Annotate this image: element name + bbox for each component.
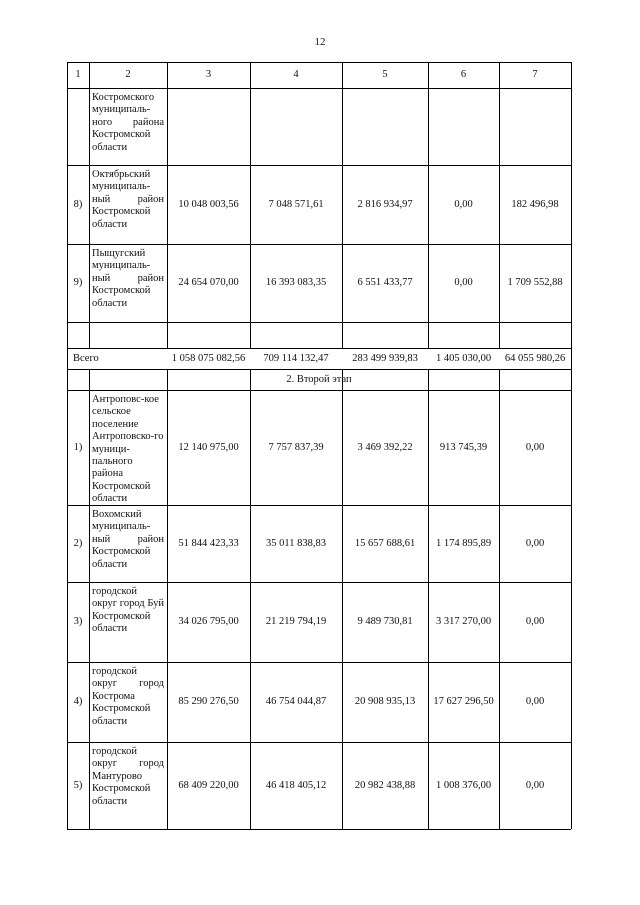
row-number: 3) bbox=[73, 616, 83, 627]
column-divider bbox=[250, 369, 251, 829]
value-cell: 7 048 571,61 bbox=[268, 198, 324, 210]
column-divider bbox=[499, 369, 500, 829]
stage-title: 2. Второй этап bbox=[286, 374, 352, 385]
row-number: 9) bbox=[73, 277, 83, 288]
row-name: Костромского муниципаль-ного района Костромской области bbox=[92, 92, 164, 153]
row-divider bbox=[67, 742, 571, 743]
row-name: городской округ город Кострома Костромской области bbox=[92, 666, 164, 727]
value-cell: 182 496,98 bbox=[511, 198, 559, 210]
value-cell: 68 409 220,00 bbox=[178, 779, 239, 791]
value-cell: 12 140 975,00 bbox=[178, 441, 239, 453]
row-name: Октябрьский муниципаль-ный район Костромской области bbox=[92, 169, 164, 230]
column-header: 6 bbox=[460, 69, 467, 80]
row-number: 4) bbox=[73, 696, 83, 707]
row-divider bbox=[67, 662, 571, 663]
row-name: Антроповс-кое сельское поселение Антроповско-го муници-пального района Костромской области bbox=[92, 394, 164, 505]
value-cell: 24 654 070,00 bbox=[178, 277, 239, 288]
row-number: 5) bbox=[73, 779, 83, 791]
column-divider bbox=[571, 62, 572, 829]
value-cell: 35 011 838,83 bbox=[266, 537, 326, 549]
value-cell: 34 026 795,00 bbox=[178, 616, 239, 627]
value-cell: 0,00 bbox=[525, 537, 545, 549]
column-header: 1 bbox=[75, 69, 81, 80]
value-cell: 0,00 bbox=[525, 616, 545, 627]
row-name: Пыщугский муниципаль-ный район Костромской области bbox=[92, 248, 164, 309]
row-name: Вохомский муниципаль-ный район Костромской области bbox=[92, 509, 164, 570]
total-value: 709 114 132,47 bbox=[263, 353, 329, 364]
value-cell: 3 469 392,22 bbox=[357, 441, 413, 453]
value-cell: 0,00 bbox=[525, 696, 545, 707]
value-cell: 0,00 bbox=[454, 277, 473, 288]
value-cell: 6 551 433,77 bbox=[357, 277, 413, 288]
value-cell: 9 489 730,81 bbox=[357, 616, 413, 627]
value-cell: 10 048 003,56 bbox=[178, 198, 239, 210]
column-header: 5 bbox=[382, 69, 388, 80]
value-cell: 46 418 405,12 bbox=[265, 779, 327, 791]
row-divider bbox=[67, 322, 571, 323]
row-number: 2) bbox=[73, 537, 83, 549]
total-value: 1 058 075 082,56 bbox=[171, 353, 246, 364]
row-divider bbox=[67, 390, 571, 391]
row-name: городской округ город Мантурово Костромской области bbox=[92, 746, 164, 807]
column-header: 4 bbox=[293, 69, 299, 80]
column-divider bbox=[89, 62, 90, 348]
row-divider bbox=[67, 348, 571, 349]
column-header: 3 bbox=[205, 69, 212, 80]
value-cell: 0,00 bbox=[454, 198, 473, 210]
value-cell: 20 908 935,13 bbox=[354, 696, 416, 707]
row-divider bbox=[67, 582, 571, 583]
row-number: 8) bbox=[73, 198, 83, 210]
total-label: Всего bbox=[73, 353, 99, 364]
total-value: 283 499 939,83 bbox=[352, 353, 418, 364]
column-divider bbox=[167, 369, 168, 829]
row-divider bbox=[67, 244, 571, 245]
row-divider bbox=[67, 369, 571, 370]
value-cell: 1 174 895,89 bbox=[435, 537, 492, 549]
row-divider bbox=[67, 829, 571, 830]
value-cell: 51 844 423,33 bbox=[178, 537, 239, 549]
value-cell: 0,00 bbox=[525, 441, 545, 453]
row-divider bbox=[67, 165, 571, 166]
value-cell: 913 745,39 bbox=[439, 441, 488, 453]
value-cell: 17 627 296,50 bbox=[433, 696, 494, 707]
column-header: 7 bbox=[532, 69, 538, 80]
value-cell: 7 757 837,39 bbox=[268, 441, 324, 453]
value-cell: 16 393 083,35 bbox=[265, 277, 327, 288]
budget-table bbox=[67, 62, 571, 829]
value-cell: 0,00 bbox=[525, 779, 545, 791]
value-cell: 3 317 270,00 bbox=[435, 616, 492, 627]
row-number: 1) bbox=[73, 441, 83, 453]
row-name: городской округ город Буй Костромской области bbox=[92, 586, 164, 635]
row-divider bbox=[67, 88, 571, 89]
value-cell: 15 657 688,61 bbox=[354, 537, 416, 549]
column-divider bbox=[428, 369, 429, 829]
value-cell: 46 754 044,87 bbox=[265, 696, 327, 707]
value-cell: 1 008 376,00 bbox=[435, 779, 492, 791]
value-cell: 21 219 794,19 bbox=[265, 616, 327, 627]
value-cell: 2 816 934,97 bbox=[357, 198, 413, 210]
column-divider bbox=[89, 369, 90, 829]
total-value: 64 055 980,26 bbox=[504, 353, 566, 364]
value-cell: 1 709 552,88 bbox=[507, 277, 563, 288]
page-number: 12 bbox=[314, 36, 326, 48]
value-cell: 85 290 276,50 bbox=[178, 696, 239, 707]
column-header: 2 bbox=[125, 69, 131, 80]
value-cell: 20 982 438,88 bbox=[354, 779, 416, 791]
column-divider bbox=[342, 369, 343, 829]
row-divider bbox=[67, 62, 571, 63]
total-value: 1 405 030,00 bbox=[435, 353, 492, 364]
